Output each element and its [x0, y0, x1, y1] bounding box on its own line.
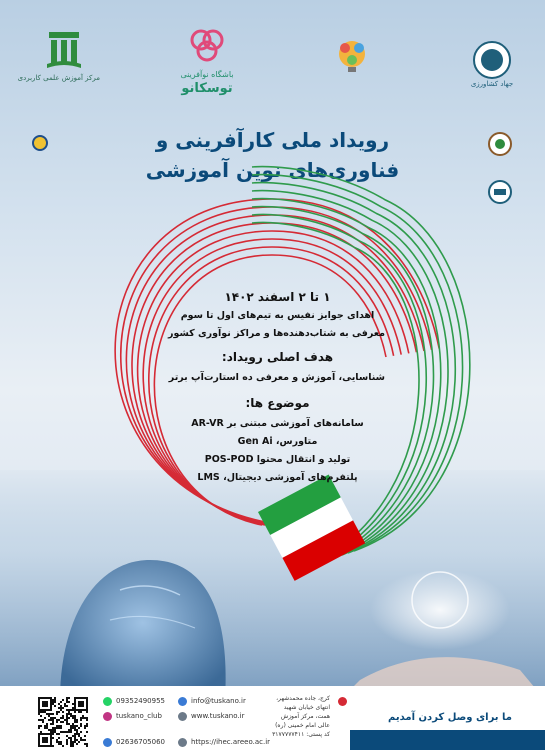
instagram-icon [103, 712, 112, 721]
email-link[interactable]: info@tuskano.ir [191, 697, 246, 705]
website-link[interactable]: www.tuskano.ir [191, 712, 245, 720]
awards-text: اهدای جوایز نفیس به تیم‌های اول تا سوم [180, 310, 375, 321]
address-block [272, 694, 330, 739]
email-icon [178, 697, 187, 706]
title-line-2: فناوری‌های نوین آموزشی [145, 158, 400, 182]
landline-number[interactable]: 02636705060 [116, 738, 165, 746]
flag-icon [258, 474, 365, 580]
logo-left-text: مرکز آموزش علمی کاربردی [17, 74, 100, 82]
event-details [170, 290, 385, 490]
logo-right-text: جهاد کشاورزی [470, 80, 514, 88]
introduction-text: معرفی به شتاب‌دهنده‌ها و مراکز نوآوری کشور [168, 328, 385, 339]
phone-icon [103, 738, 112, 747]
goal-heading: هدف اصلی رویداد: [221, 350, 334, 364]
topic-item: تولید و انتقال محتوا POS-POD [204, 454, 351, 465]
instagram-handle[interactable]: tuskano_club [116, 712, 162, 720]
address-line: کد پستی: ۳۱۷۷۷۷۷۴۱۱ [272, 731, 330, 738]
whatsapp-icon [103, 697, 112, 706]
website-link-2[interactable]: https://ihec.areeo.ac.ir [191, 738, 271, 746]
logo-center-line1: باشگاه نوآفرینی [180, 70, 234, 79]
logo-center-line2: توسکانو [181, 81, 233, 96]
topics-heading: موضوع ها: [245, 396, 310, 410]
address-line: انتهای خیابان شهید [283, 704, 330, 711]
web-icon [178, 712, 187, 721]
topic-item: سامانه‌های آموزشی مبتنی بر AR-VR [191, 418, 364, 429]
slogan-bar [350, 730, 545, 750]
phone-number[interactable]: 09352490955 [116, 697, 165, 705]
qr-code-icon[interactable] [38, 697, 88, 747]
slogan-text: ما برای وصل کردن آمدیم [388, 712, 512, 723]
event-date: ۱ تا ۲ اسفند ۱۴۰۲ [224, 290, 331, 304]
topic-item: متاورس، Gen Ai [237, 436, 318, 447]
address-line: کرج، جاده محمدشهر، [276, 695, 330, 702]
address-line: همت، مرکز آموزش [280, 713, 330, 720]
topic-item: پلتفرم‌های آموزشی دیجیتال، LMS [197, 472, 358, 483]
location-icon [338, 697, 347, 706]
goal-text: شناسایی، آموزش و معرفی ده استارت‌آپ برتر [168, 372, 385, 383]
title-line-1: رویداد ملی کارآفرینی و [155, 128, 390, 152]
web-icon [178, 738, 187, 747]
address-line: عالی امام خمینی (ره) [275, 722, 330, 729]
